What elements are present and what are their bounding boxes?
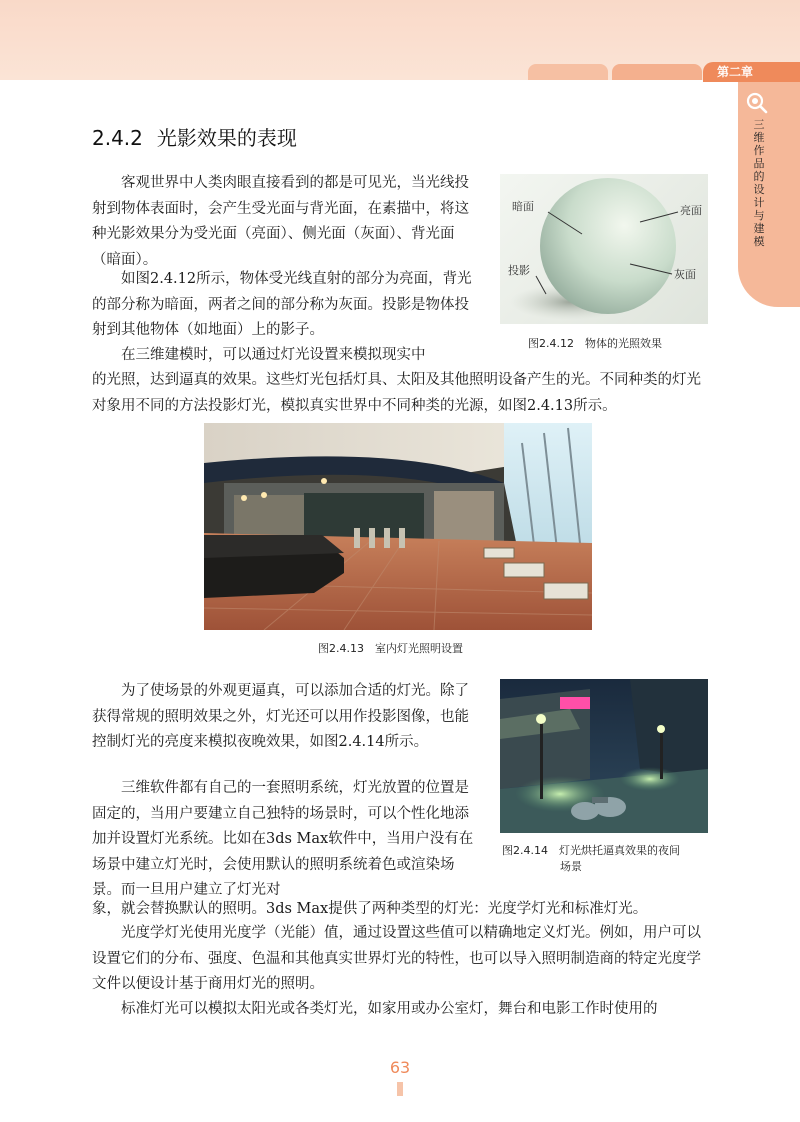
interior-scene: [204, 423, 592, 630]
sphere-illustration: [500, 174, 708, 324]
night-scene: [500, 679, 708, 833]
paragraph: 在三维建模时，可以通过灯光设置来模拟现实中: [121, 347, 426, 363]
header-tab-decoration: [528, 64, 608, 80]
page-number: 63: [389, 1058, 411, 1077]
paragraph: 标准灯光可以模拟太阳光或各类灯光，如家用或办公室灯，舞台和电影工作时使用的: [121, 1001, 658, 1017]
chapter-tab: 第二章: [703, 62, 800, 82]
paragraph: 象，就会替换默认的照明。3ds Max提供了两种类型的灯光：光度学灯光和标准灯光。: [92, 901, 648, 917]
section-title-text: 光影效果的表现: [156, 126, 297, 150]
paragraph: 为了使场景的外观更逼真，可以添加合适的灯光。除了获得常规的照明效果之外，灯光还可以用作投影图像，也能控制灯光的亮度来模拟夜晚效果，如图2.4.14所示。: [92, 683, 469, 750]
section-number: 2.4.2: [92, 126, 143, 150]
magnifier-icon: [744, 90, 770, 116]
paragraph: 光度学灯光使用光度学（光能）值，通过设置这些值可以精确地定义灯光。例如，用户可以设置它们的分布、强度、色温和其他真实世界灯光的特性，也可以导入照明制造商的特定光度学文件以便设计基于商用灯光的照明。: [92, 925, 701, 992]
figure-sphere: [500, 174, 708, 324]
figure-interior: [204, 423, 592, 630]
label-dark: 暗面: [512, 200, 534, 213]
figure-night-scene: [500, 679, 708, 833]
figure-caption-line: 图2.4.14 灯光烘托逼真效果的夜间: [502, 844, 680, 857]
label-gray: 灰面: [674, 268, 696, 281]
page-number-marker: [397, 1082, 403, 1096]
paragraph: 客观世界中人类肉眼直接看到的都是可见光，当光线投射到物体表面时，会产生受光面与背光面，在素描中，将这种光影效果分为受光面（亮面）、侧光面（灰面）、背光面（暗面）。: [92, 175, 469, 268]
figure-caption: 图2.4.13 室内灯光照明设置: [318, 642, 463, 655]
figure-caption-line: 场景: [560, 860, 582, 873]
figure-caption: 图2.4.12 物体的光照效果: [528, 337, 662, 350]
paragraph: 三维软件都有自己的一套照明系统，灯光放置的位置是固定的，当用户要建立自己独特的场景时，可以个性化地添加并设置灯光系统。比如在3ds Max软件中，当用户没有在场景中建立灯光时，会使用默认的照明系统着色或渲染场景。而一旦用户建立了灯光对: [92, 780, 474, 898]
figure-caption: [502, 843, 722, 875]
side-chapter-label: 三维作品的设计与建模: [753, 118, 765, 248]
label-bright: 亮面: [680, 204, 702, 217]
label-shadow: 投影: [508, 264, 530, 277]
section-title: [92, 122, 297, 151]
header-tab-decoration: [612, 64, 702, 80]
paragraph: 的光照，达到逼真的效果。这些灯光包括灯具、太阳及其他照明设备产生的光。不同种类的灯光对象用不同的方法投影灯光，模拟真实世界中不同种类的光源，如图2.4.13所示。: [92, 372, 701, 414]
paragraph: 如图2.4.12所示，物体受光线直射的部分为亮面，背光的部分称为暗面，两者之间的部分称为灰面。投影是物体投射到其他物体（如地面）上的影子。: [92, 271, 472, 338]
